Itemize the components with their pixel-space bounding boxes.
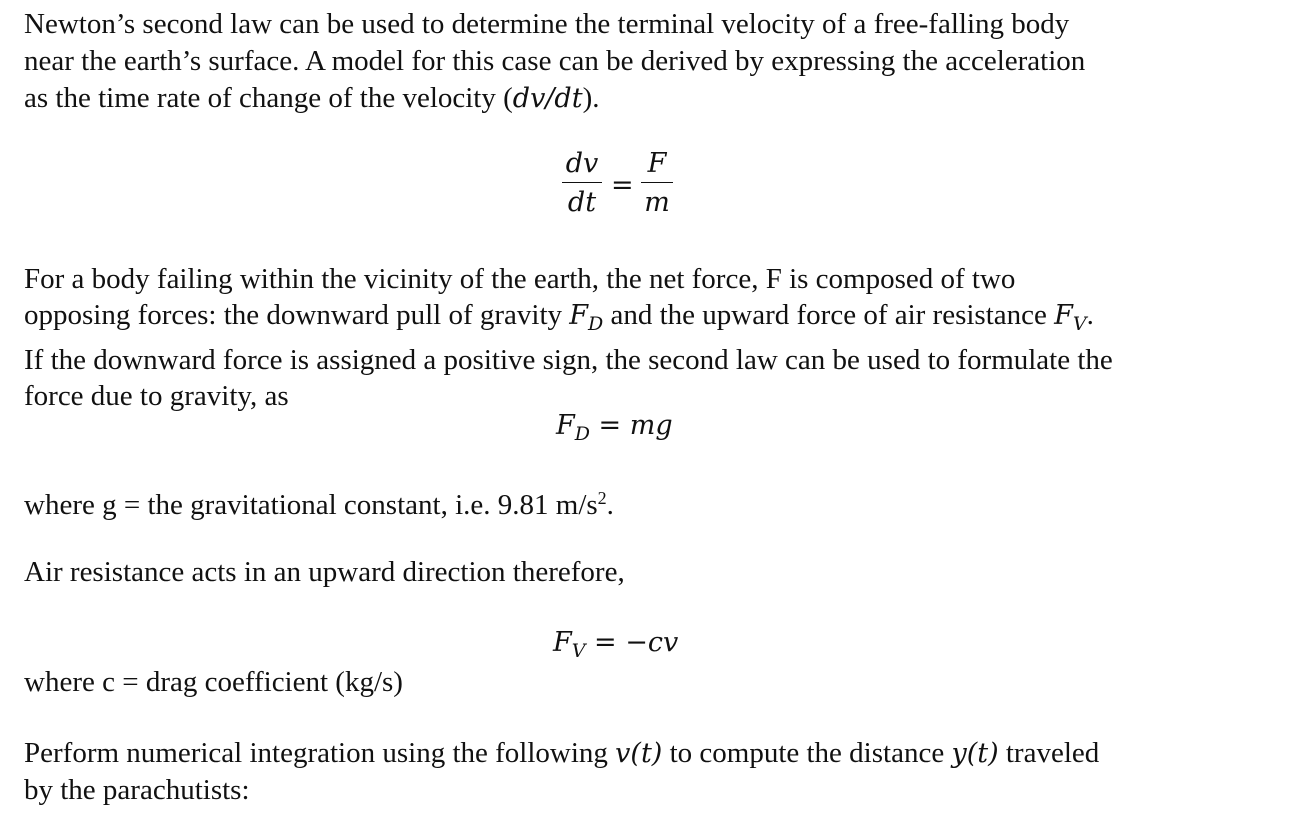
intro-line-1: Newton’s second law can be used to determine the terminal velocity of a free-falling body <box>24 8 1070 40</box>
fraction-dv-dt <box>562 148 602 218</box>
integration-line-1a: Perform numerical integration using the following <box>24 737 616 769</box>
force-line-4: force due to gravity, as <box>24 380 289 412</box>
fraction-bar <box>641 182 673 183</box>
symbol-fv-sub: V <box>1072 313 1087 335</box>
force-line-2-end: . <box>1086 299 1094 331</box>
eq3-lhs-sub: V <box>571 640 586 662</box>
eq3-rhs: = −cv <box>585 627 679 658</box>
eq2-lhs-sub: D <box>574 423 590 445</box>
drag-note <box>24 664 1274 701</box>
intro-paragraph <box>24 6 1274 117</box>
eq3-lhs: F <box>553 627 572 658</box>
intro-line-2: near the earth’s surface. A model for this case can be derived by expressing the acceleration <box>24 45 1086 77</box>
integration-line-1c: traveled <box>998 737 1100 769</box>
symbol-fd-base: F <box>569 300 588 331</box>
symbol-fv <box>1054 300 1087 335</box>
eq2-rhs: = mg <box>589 410 673 441</box>
eq2-lhs: F <box>556 410 575 441</box>
dv-dt-inline: dv/dt <box>512 83 583 114</box>
symbol-fd-sub: D <box>588 313 604 335</box>
integration-paragraph <box>24 735 1274 809</box>
symbol-fd <box>569 300 604 335</box>
v-of-t: v(t) <box>615 738 663 769</box>
force-line-3: If the downward force is assigned a positive sign, the second law can be used to formulate the <box>24 344 1113 376</box>
force-line-2a: opposing forces: the downward pull of gravity <box>24 299 570 331</box>
equation-air-resistance <box>553 627 678 662</box>
equation-gravity-force <box>556 410 673 445</box>
integration-line-2: by the parachutists: <box>24 774 250 806</box>
drag-note-line: where c = drag coefficient (kg/s) <box>24 666 403 698</box>
integration-line-1 <box>24 735 1274 772</box>
intro-line-3-end: ). <box>582 82 600 114</box>
fraction-f-m <box>641 148 673 218</box>
numerator-dv: dv <box>565 148 599 179</box>
force-line-1: For a body failing within the vicinity of the earth, the net force, F is composed of two <box>24 263 1016 295</box>
numerator-f: F <box>647 148 667 179</box>
air-resistance-line: Air resistance acts in an upward direction therefore, <box>24 556 625 588</box>
gravity-note-text: where g = the gravitational constant, i.e. 9.81 m/s <box>24 489 598 521</box>
intro-line-3 <box>24 80 1274 117</box>
force-line-2b: and the upward force of air resistance <box>603 299 1055 331</box>
gravity-note-end: . <box>606 489 614 521</box>
y-of-t: y(t) <box>951 738 999 769</box>
denominator-m: m <box>644 187 670 218</box>
equals-sign: = <box>611 170 634 201</box>
fraction-bar <box>562 182 602 183</box>
gravity-note-sup: 2 <box>597 488 607 508</box>
gravity-note-line <box>24 480 1274 524</box>
intro-line-3-text: as the time rate of change of the velocity ( <box>24 82 513 114</box>
air-resistance-text <box>24 554 1274 591</box>
symbol-fv-base: F <box>1054 300 1073 331</box>
force-paragraph <box>24 261 1274 414</box>
gravity-note <box>24 480 1274 524</box>
integration-line-1b: to compute the distance <box>662 737 952 769</box>
denominator-dt: dt <box>567 187 597 218</box>
force-line-2 <box>24 297 1274 342</box>
